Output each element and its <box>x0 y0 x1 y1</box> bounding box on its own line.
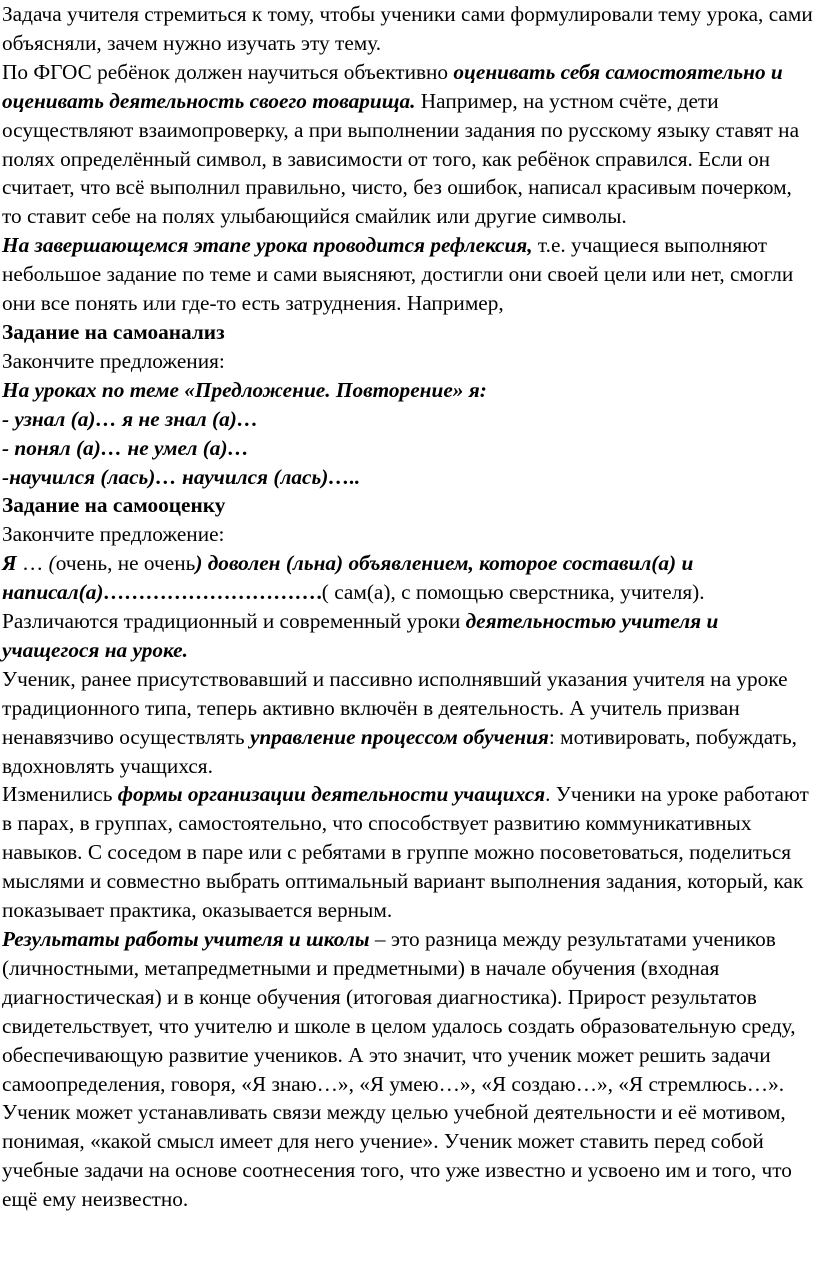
paragraph <box>2 463 814 492</box>
paragraph <box>2 925 814 1214</box>
text-run: очень, не очень <box>55 551 196 576</box>
paragraph <box>2 231 814 318</box>
text-run: - узнал (а)… я не знал (а)… <box>2 406 259 431</box>
text-run: Задание на самооценку <box>2 493 226 518</box>
paragraph <box>2 376 814 405</box>
text-run: управление процессом обучения <box>249 724 549 749</box>
text-run: Закончите предложения: <box>2 348 225 373</box>
text-run: ) доволен (льна) объявлением, которое составил(а) и написал(а)………………………… <box>2 551 694 605</box>
text-run: . Ученики на уроке работают в парах, в группах, самостоятельно, что способствует развитию коммуникативных навыков. С соседом в паре или с ребятами в группе можно посоветоваться, поделиться мыслями и совместно выбрать оптимальный вариант выполнения задания, который, как показывает практика, оказывается верным. <box>2 782 809 923</box>
text-run: -научился (лась)… научился (лась)….. <box>2 464 361 489</box>
text-run: Задание на самоанализ <box>2 319 225 344</box>
text-run: формы организации деятельности учащихся <box>117 782 546 807</box>
text-run: т.е. учащиеся выполняют небольшое задание по теме и сами выясняют, достигли они своей цели или нет, смогли они все понять или где-то есть затруднения. Например, <box>2 233 794 316</box>
text-run: … <box>16 551 49 576</box>
text-run: Задача учителя стремиться к тому, чтобы ученики сами формулировали тему урока, сами объясняли, зачем нужно изучать эту тему. <box>2 2 813 55</box>
text-run: На завершающемся этапе урока проводится рефлексия, <box>2 233 533 258</box>
paragraph <box>2 58 814 231</box>
text-run: - понял (а)… не умел (а)… <box>2 435 249 460</box>
text-run: Изменились <box>2 782 118 807</box>
text-run: оценивать себя самостоятельно и оценивать деятельность своего товарища. <box>2 59 783 113</box>
paragraph <box>2 665 814 781</box>
paragraph <box>2 780 814 925</box>
text-run: Результаты работы учителя и школы <box>2 927 370 951</box>
text-run: По ФГОС ребёнок должен научиться объективно <box>2 59 454 84</box>
paragraph <box>2 491 814 520</box>
paragraph <box>2 0 814 58</box>
paragraph <box>2 347 814 376</box>
text-run: ( сам(а), с помощью сверстника, учителя). <box>321 580 705 605</box>
text-run: – это разница между результатами учеников (личностными, метапредметными и предметными) в начале обучения (входная диагностическая) и в конце обучения (итоговая диагностика). Прирост результатов свидетельствует, что учителю и школе в целом удалось создать образовательную среду, обеспечивающую развитие учеников. А это значит, что ученик может решить задачи самоопределения, говоря, «Я знаю…», «Я умею…», «Я создаю…», «Я стремлюсь…». Ученик может устанавливать связи между целью учебной деятельности и её мотивом, понимая, «какой смысл имеет для него учение». Ученик может ставить перед собой учебные задачи на основе соотнесения того, что уже известно и усвоено им и того, что ещё ему неизвестно. <box>2 927 796 1212</box>
text-run: Я <box>2 551 17 576</box>
text-run: Закончите предложение: <box>2 522 225 547</box>
paragraph <box>2 434 814 463</box>
text-run: Ученик, ранее присутствовавший и пассивно исполнявший указания учителя на уроке традиционного типа, теперь активно включён в деятельность. А учитель призван ненавязчиво осуществлять <box>2 666 788 749</box>
paragraph <box>2 607 814 665</box>
paragraph <box>2 520 814 549</box>
text-run: деятельностью учителя и учащегося на уроке. <box>2 609 719 662</box>
text-run: На уроках по теме «Предложение. Повторение» я: <box>2 377 487 402</box>
text-run: Различаются традиционный и современный уроки <box>2 609 466 634</box>
text-run: : мотивировать, побуждать, вдохновлять учащихся. <box>2 724 797 778</box>
paragraph <box>2 318 814 347</box>
paragraph <box>2 549 814 607</box>
paragraph <box>2 405 814 434</box>
text-run: ( <box>48 551 56 576</box>
text-run: Например, на устном счёте, дети осуществляют взаимопроверку, а при выполнении задания по русскому языку ставят на полях определённый символ, в зависимости от того, как ребёнок справился. Если он считает, что всё выполнил правильно, чисто, без ошибок, написал красивым почерком, то ставит себе на полях улыбающийся смайлик или другие символы. <box>2 88 800 229</box>
text-run: . <box>316 580 322 605</box>
